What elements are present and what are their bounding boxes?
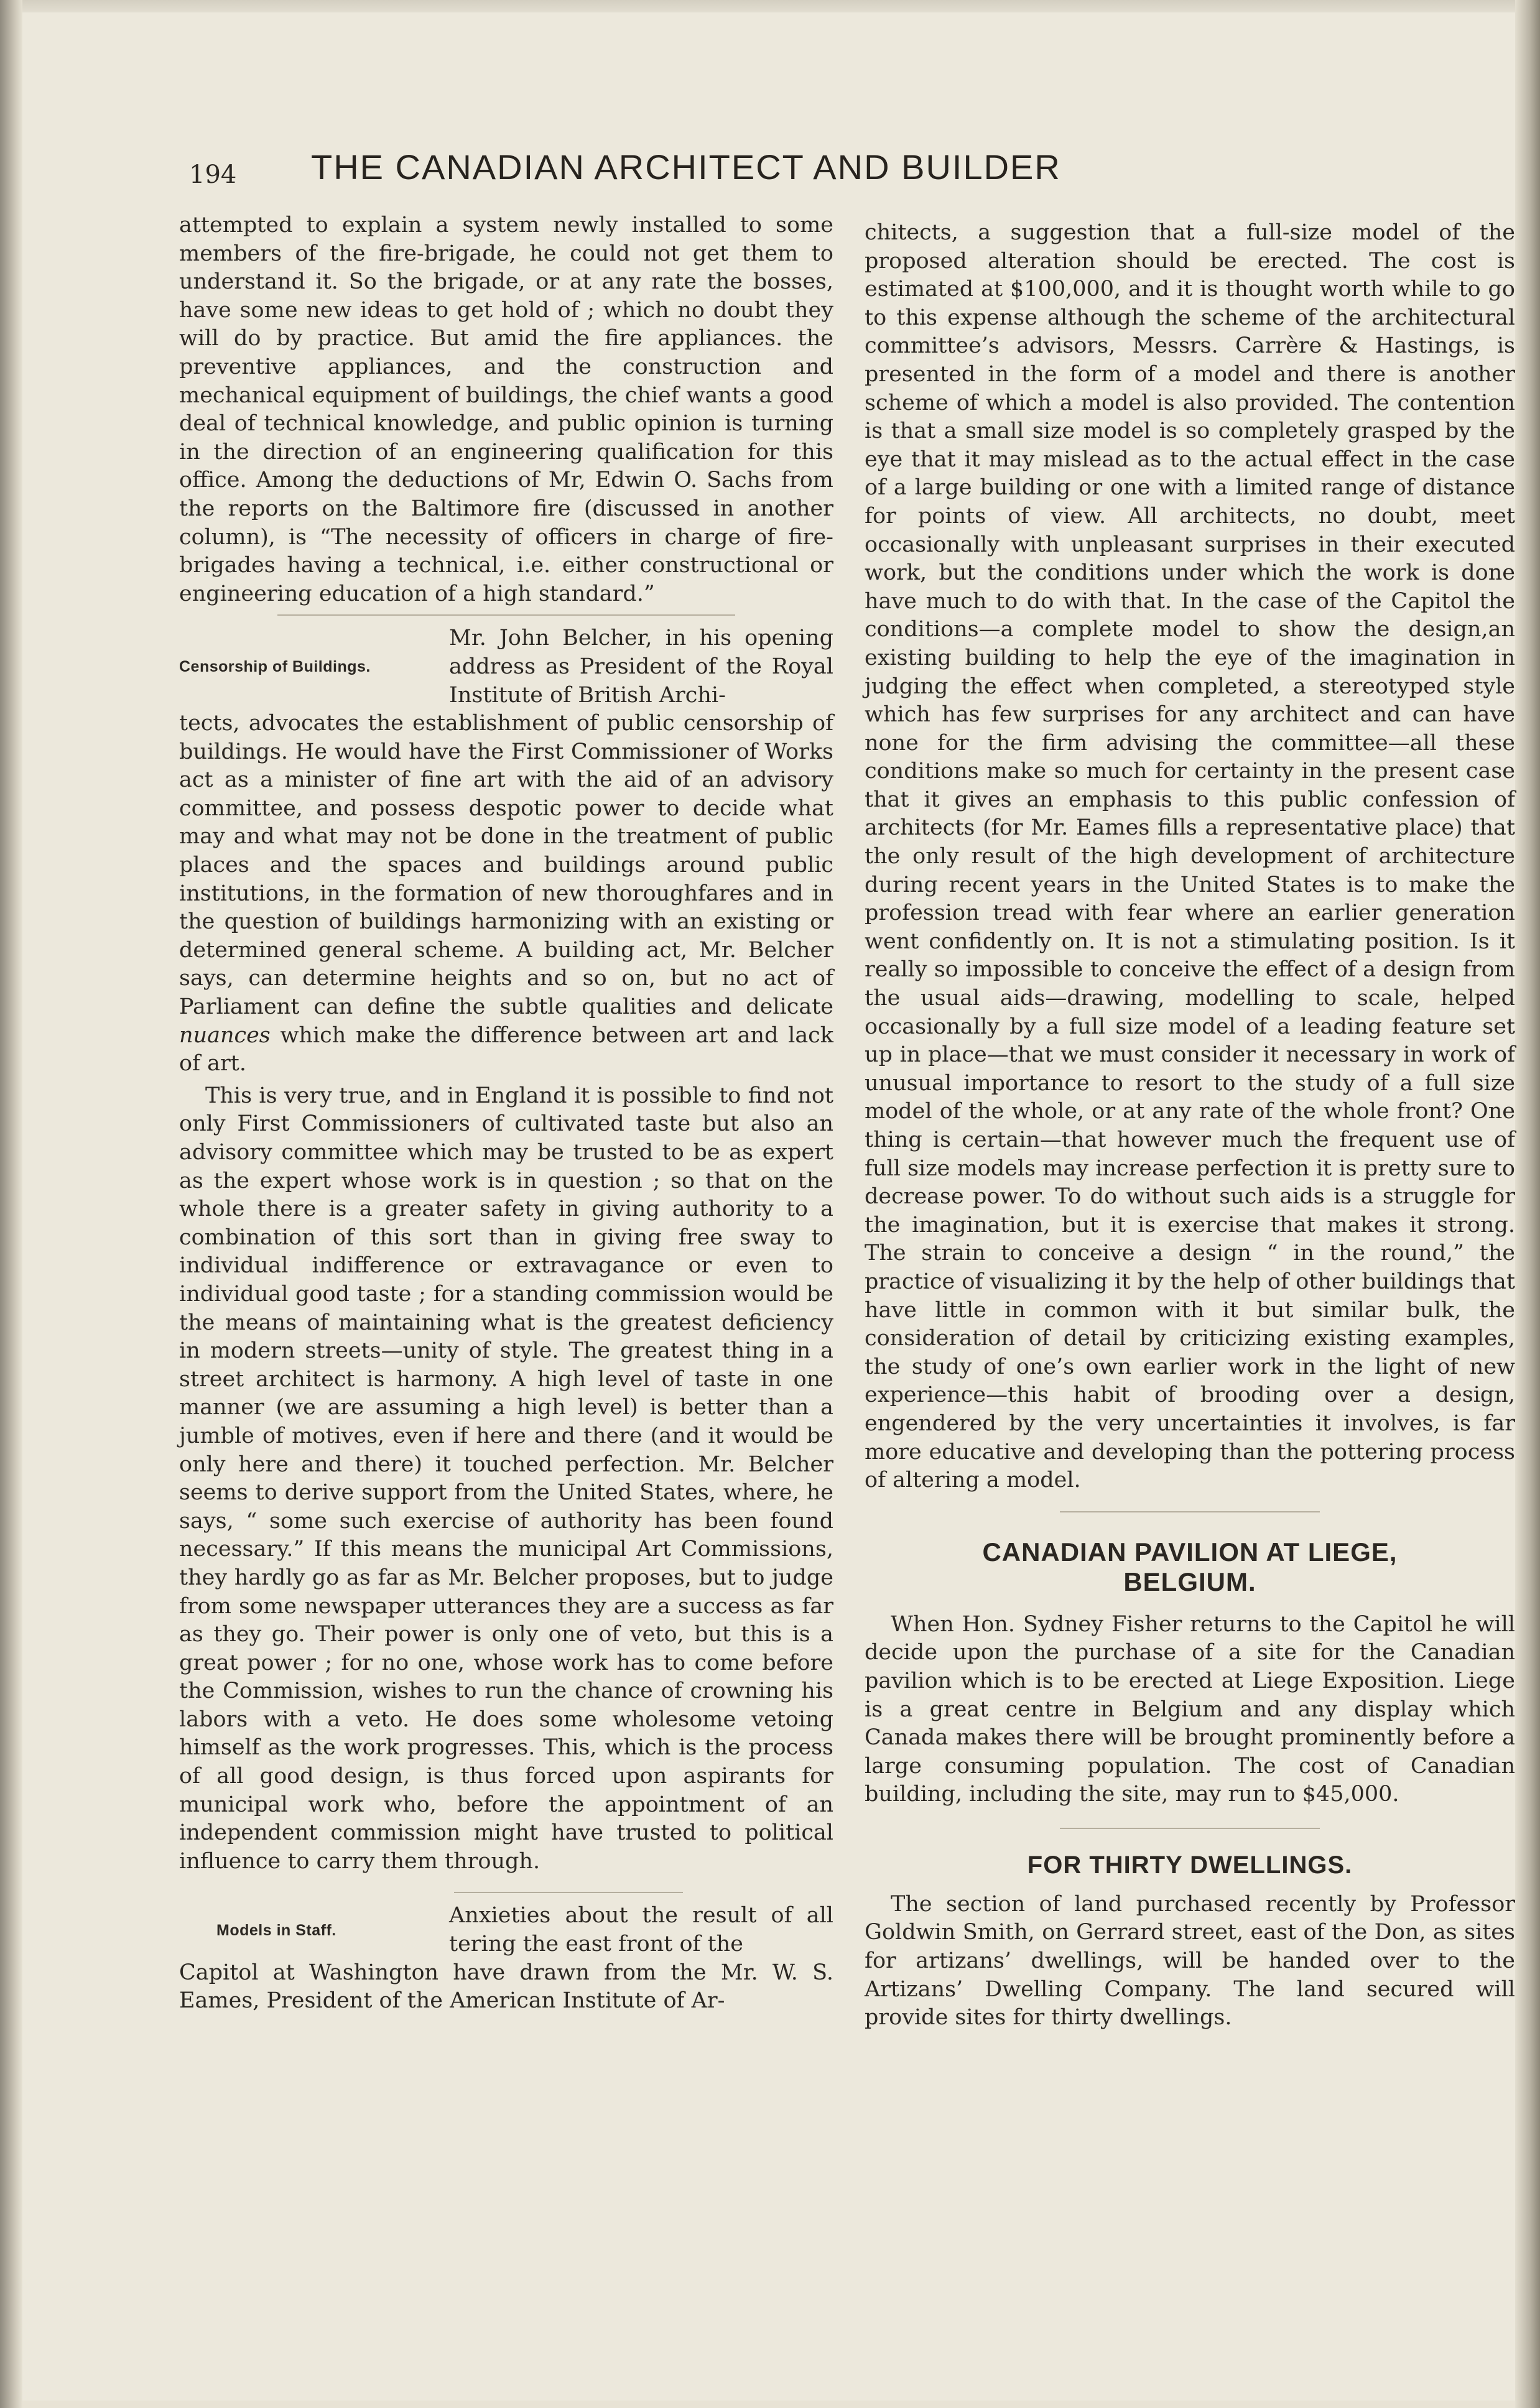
paragraph-commission: This is very true, and in England it is possible to find not only First Commissioners of cultivated taste but also an advisory committee which may be trusted to be as expert as the expert whose work is in question ; so that on the whole there is a greater safety in giving authority to a combination of this sort than in giving free sway to individual indifference or extravagance or even to individual good taste ; for a standing commission would be the means of maintaining what is the greatest deficiency in modern streets—unity of style. The greatest thing in a street architect is harmony. A high level of taste in one manner (we are assuming a high level) is better than a jumble of motives, even if here and there (and it would be only here and there) it touched perfection. Mr. Belcher seems to derive support from the United States, where, he says, “ some such exercise of authority has been found necessary.” If this means the municipal Art Commissions, they hardly go as far as Mr. Belcher proposes, but to judge from some newspaper utterances they are a success as far as they go. Their power is only one of veto, but this is a great power ; for no one, whose work has to come before the Commission, wishes to run the chance of crowning his labors with a veto. He does some wholesome vetoing himself as the work progresses. This, which is the process of all good design, is thus forced upon aspirants for municipal work who, before the appointment of an independent commission might have trusted to political influence to carry them through. <box>179 1083 833 1874</box>
page-edge-right <box>1515 0 1540 2408</box>
paragraph-censorship <box>179 710 833 1078</box>
binding-edge <box>0 0 22 2408</box>
heading-belgium: BELGIUM. <box>1123 1567 1256 1596</box>
page-header <box>174 147 1281 209</box>
italic-nuances: nuances <box>179 1022 271 1048</box>
censorship-lead: Mr. John Belcher, in his opening address as President of the Royal Institute of British Archi- <box>449 626 833 708</box>
models-lead: Anxieties about the result of all tering the east front of the <box>449 1903 833 1957</box>
censorship-text-b: which make the difference between art and lack of art. <box>179 1022 833 1077</box>
divider <box>454 1892 683 1893</box>
right-column <box>865 219 1515 2032</box>
heading-dwellings: FOR THIRTY DWELLINGS. <box>1027 1851 1353 1879</box>
divider <box>1060 1828 1320 1829</box>
paragraph-full-size-model: chitects, a suggestion that a full-size model of the proposed alteration should be erected. The cost is estimated at $100,000, and it is thought worth while to go to this expense although the scheme of the architectural committee’s advisors, Messrs. Carrère & Hastings, is presented in the form of a model and there is another scheme of which a model is also provided. The contention is that a small size model is so completely grasped by the eye that it may mislead as to the actual effect in the case of a large building or one with a limited range of distance for points of view. All architects, no doubt, meet occasionally with unpleasant surprises in their executed work, but the conditions under which the work is done have much to do with that. In the case of the Capitol the conditions—a complete model to show the design,an existing building to help the eye of the imagination in judging the effect when completed, a stereotyped style which has few surprises for any architect and can have none for the firm advising the committee—all these conditions make so much for certainty in the present case that it gives an emphasis to this public confession of architects (for Mr. Eames fills a representative place) that the only result of the high development of architecture during recent years in the United States is to make the profession tread with fear where an earlier generation went confidently on. It is not a stimulating position. Is it really so impossible to conceive the effect of a design from the usual aids—drawing, modelling to scale, helped occasionally by a full size model of a leading feature set up in place—that we must consider it necessary in work of unusual importance to resort to the study of a full size model of the whole, or at any rate of the whole front? One thing is certain—that however much the frequent use of full size models may increase perfection it is pretty sure to decrease power. To do without such aids is a struggle for the imagination, but it is exercise that makes it strong. The strain to conceive a design “ in the round,” the practice of visualizing it by the help of other buildings that have little in common with it but similar bulk, the consideration of detail by criticizing existing examples, the study of one’s own earlier work in the light of new experience—this habit of brooding over a design, engendered by the very uncertainties it involves, is far more educative and developing than the pottering process of altering a model. <box>865 220 1515 1493</box>
models-section <box>179 1902 833 2015</box>
paragraph-liege: When Hon. Sydney Fisher returns to the Capitol he will decide upon the purchase of a site for the Canadian pavilion which is to be erected at Liege Exposition. Liege is a great centre in Belgium and any display which Canada makes there will be brought prominently before a large consuming population. The cost of Canadian building, including the site, may run to $45,000. <box>865 1611 1515 1807</box>
censorship-heading-row <box>179 624 833 710</box>
paragraph-models: Capitol at Washington have drawn from the Mr. W. S. Eames, President of the American Institute of Ar- <box>179 1960 833 2014</box>
censorship-section <box>179 624 833 1078</box>
censorship-text-a: tects, advocates the establishment of public censorship of buildings. He would have the First Commissioner of Works act as a minister of fine art with the aid of an advisory committee, and possess despotic power to decide what may and what may not be done in the treatment of public places and the spaces and buildings around public institutions, in the formation of new thoroughfares and in the question of buildings harmonizing with an existing or determined general scheme. A building act, Mr. Belcher says, can determine heights and so on, but no act of Parliament can define the subtle qualities and delicate <box>179 711 833 1020</box>
side-heading-models: Models in Staff. <box>216 1921 336 1939</box>
paragraph-fire-brigade: attempted to explain a system newly installed to some members of the fire-brigade, he could not get them to understand it. So the brigade, or at any rate the bosses, have some new ideas to get hold of ; which no doubt they will do by practice. But amid the fire appliances. the preventive appliances, and the construction and mechanical equipment of buildings, the chief wants a good deal of technical knowledge, and public opinion is turning in the direction of an engineering qualification for this office. Among the deductions of Mr, Edwin O. Sachs from the reports on the Baltimore fire (discussed in another column), is “The necessity of officers in charge of fire-brigades having a technical, i.e. either constructional or engineering education of a high standard.” <box>179 213 833 606</box>
models-heading-row <box>179 1902 833 1958</box>
side-heading-censorship: Censorship of Buildings. <box>179 658 371 676</box>
paragraph-dwellings: The section of land purchased recently by Professor Goldwin Smith, on Gerrard street, east of the Don, as sites for artizans’ dwellings, will be handed over to the Artizans’ Dwelling Company. The land secured will provide sites for thirty dwellings. <box>865 1891 1515 2031</box>
heading-liege: CANADIAN PAVILION AT LIEGE, <box>982 1537 1398 1567</box>
running-title: THE CANADIAN ARCHITECT AND BUILDER <box>311 147 1061 187</box>
divider <box>277 614 735 616</box>
left-column <box>179 211 833 2016</box>
divider <box>1060 1511 1320 1512</box>
page-number: 194 <box>189 160 237 189</box>
